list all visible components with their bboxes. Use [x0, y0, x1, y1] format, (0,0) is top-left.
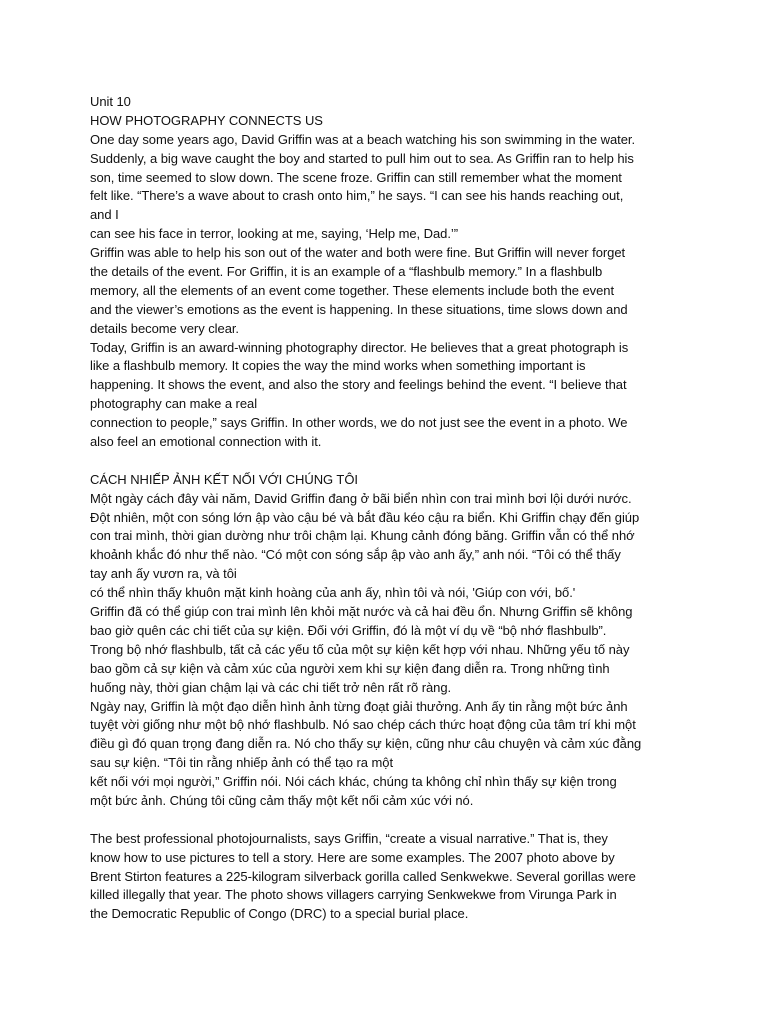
vietnamese-title: CÁCH NHIẾP ẢNH KẾT NỐI VỚI CHÚNG TÔI: [90, 471, 358, 487]
text-line: son, time seemed to slow down. The scene froze. Griffin can still remember what the moment: [90, 169, 622, 185]
english-section-2: [90, 830, 680, 924]
text-line: tuyệt vời giống như một bộ nhớ flashbulb. Nó sao chép cách thức hoạt động của tâm trí khi một: [90, 717, 636, 733]
text-line: can see his face in terror, looking at me, saying, ‘Help me, Dad.’”: [90, 226, 459, 242]
text-line: One day some years ago, David Griffin was at a beach watching his son swimming in the water.: [90, 131, 636, 147]
text-line: and I: [90, 207, 119, 223]
text-line: details become very clear.: [90, 320, 239, 336]
text-line: Brent Stirton features a 225-kilogram silverback gorilla called Senkwekwe. Several gorillas were: [90, 868, 636, 884]
text-line: Ngày nay, Griffin là một đạo diễn hình ảnh từng đoạt giải thưởng. Anh ấy tin rằng một bức ảnh: [90, 698, 628, 714]
text-line: The best professional photojournalists, says Griffin, “create a visual narrative.” That is, they: [90, 830, 608, 846]
text-line: connection to people,” says Griffin. In other words, we do not just see the event in a photo. We: [90, 415, 628, 431]
text-line: the Democratic Republic of Congo (DRC) to a special burial place.: [90, 906, 469, 922]
text-line: bao gồm cả sự kiện và cảm xúc của người xem khi sự kiện đang diễn ra. Trong những tình: [90, 660, 610, 676]
text-line: huống này, thời gian chậm lại và các chi tiết trở nên rất rõ ràng.: [90, 679, 452, 695]
text-line: also feel an emotional connection with it.: [90, 434, 322, 450]
text-line: có thể nhìn thấy khuôn mặt kinh hoàng của anh ấy, nhìn tôi và nói, 'Giúp con với, bố.': [90, 585, 576, 601]
english-section-1: [90, 131, 680, 452]
text-line: tay anh ấy vươn ra, và tôi: [90, 566, 237, 582]
text-line: and the viewer’s emotions as the event is happening. In these situations, time slows down and: [90, 301, 628, 317]
vietnamese-section: [90, 490, 680, 811]
text-line: sau sự kiện. “Tôi tin rằng nhiếp ảnh có thể tạo ra một: [90, 755, 394, 771]
text-line: happening. It shows the event, and also the story and feelings behind the event. “I believe that: [90, 377, 627, 393]
text-line: photography can make a real: [90, 396, 258, 412]
document-body: [90, 93, 680, 924]
text-line: con trai mình, thời gian dường như trôi chậm lại. Khung cảnh đóng băng. Griffin vẫn có thể nhớ: [90, 528, 635, 544]
text-line: Suddenly, a big wave caught the boy and started to pull him out to sea. As Griffin ran to help his: [90, 150, 634, 166]
text-line: Griffin was able to help his son out of the water and both were fine. But Griffin will never forget: [90, 245, 626, 261]
text-line: Griffin đã có thể giúp con trai mình lên khỏi mặt nước và cả hai đều ổn. Nhưng Griffin sẽ không: [90, 604, 633, 620]
text-line: bao giờ quên các chi tiết của sự kiện. Đối với Griffin, đó là một ví dụ về “bộ nhớ flashbulb”.: [90, 622, 607, 638]
text-line: một bức ảnh. Chúng tôi cũng cảm thấy một kết nối cảm xúc với nó.: [90, 792, 474, 808]
text-line: kết nối với mọi người,” Griffin nói. Nói cách khác, chúng ta không chỉ nhìn thấy sự kiện trong: [90, 774, 617, 790]
text-line: điều gì đó quan trọng đang diễn ra. Nó cho thấy sự kiện, cũng như câu chuyện và cảm xúc đằng: [90, 736, 642, 752]
text-line: killed illegally that year. The photo shows villagers carrying Senkwekwe from Virunga Park in: [90, 887, 617, 903]
text-line: Today, Griffin is an award-winning photography director. He believes that a great photograph is: [90, 339, 629, 355]
english-title: HOW PHOTOGRAPHY CONNECTS US: [90, 112, 323, 128]
text-line: memory, all the elements of an event come together. These elements include both the event: [90, 282, 615, 298]
text-line: felt like. “There’s a wave about to crash onto him,” he says. “I can see his hands reaching out,: [90, 188, 624, 204]
text-line: Trong bộ nhớ flashbulb, tất cả các yếu tố của một sự kiện kết hợp với nhau. Những yếu tố này: [90, 641, 630, 657]
text-line: khoảnh khắc đó như thế nào. “Có một con sóng sắp ập vào anh ấy,” anh nói. “Tôi có thể thấy: [90, 547, 621, 563]
text-line: Đột nhiên, một con sóng lớn ập vào cậu bé và bắt đầu kéo cậu ra biển. Khi Griffin chạy đến giúp: [90, 509, 640, 525]
paragraph-spacer: [90, 811, 680, 830]
text-line: know how to use pictures to tell a story. Here are some examples. The 2007 photo above by: [90, 849, 615, 865]
unit-label: Unit 10: [90, 94, 131, 109]
text-line: like a flashbulb memory. It copies the way the mind works when something important is: [90, 358, 586, 374]
paragraph-spacer: [90, 452, 680, 471]
text-line: Một ngày cách đây vài năm, David Griffin đang ở bãi biển nhìn con trai mình bơi lội dưới nước.: [90, 490, 632, 506]
text-line: the details of the event. For Griffin, it is an example of a “flashbulb memory.” In a flashbulb: [90, 264, 603, 280]
